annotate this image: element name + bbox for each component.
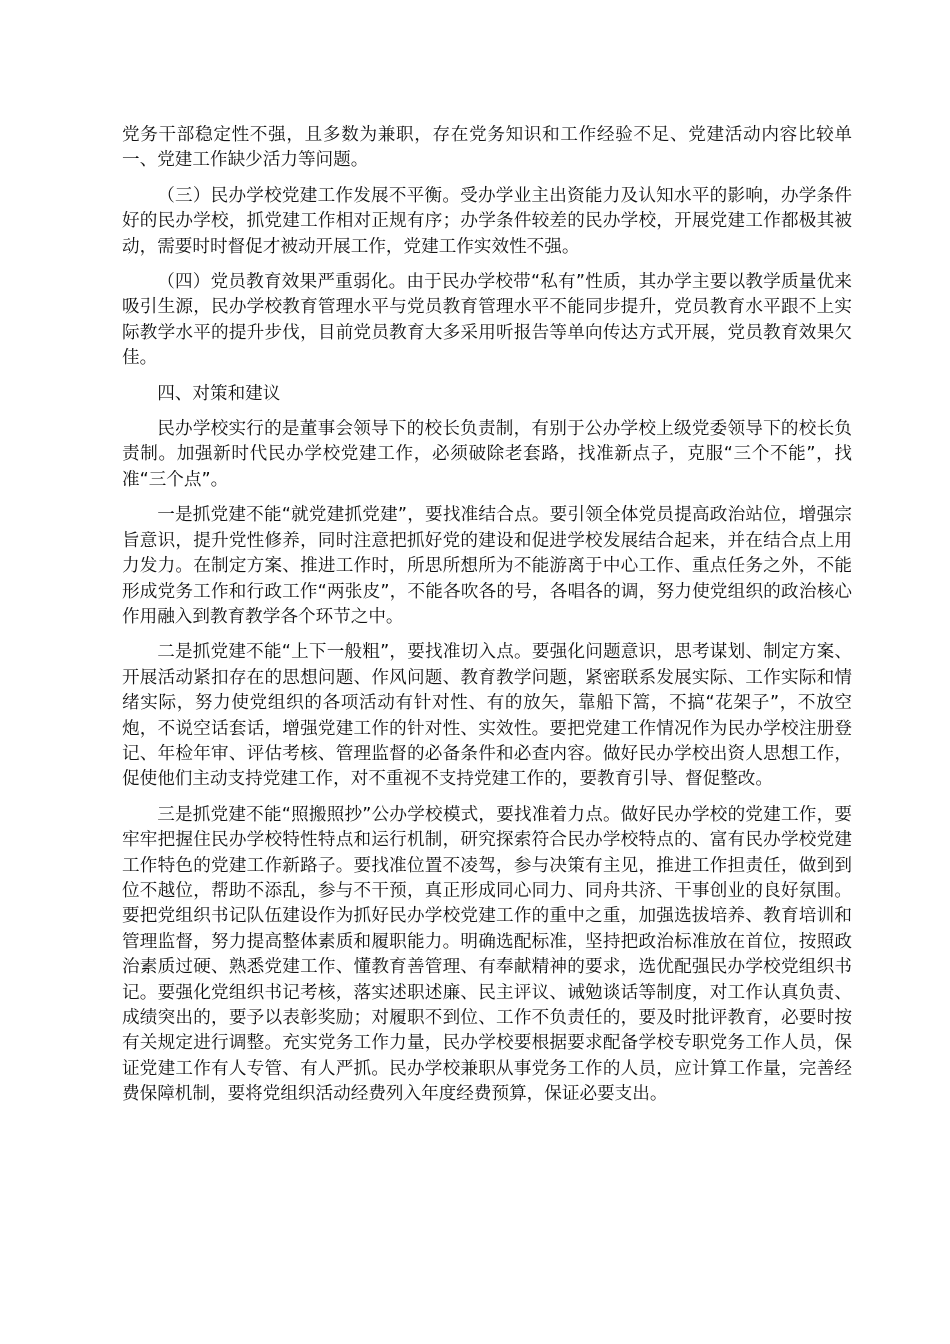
paragraph-section-three: （三）民办学校党建工作发展不平衡。受办学业主出资能力及认知水平的影响，办学条件好的民办学校，抓党建工作相对正规有序；办学条件较差的民办学校，开展党建工作都极其被动，需要时时督促才被动开展工作，党建工作实效性不强。: [122, 185, 852, 257]
paragraph-intro: 民办学校实行的是董事会领导下的校长负责制，有别于公办学校上级党委领导下的校长负责制。加强新时代民办学校党建工作，必须破除老套路，找准新点子，克服“三个不能”，找准“三个点”。: [122, 419, 852, 490]
paragraph-point-one: 一是抓党建不能“就党建抓党建”，要找准结合点。要引领全体党员提高政治站位，增强宗旨意识，提升党性修养，同时注意把抓好党的建设和促进学校发展结合起来，并在结合点上用力发力。在制定方案、推进工作时，所思所想所为不能游离于中心工作、重点任务之外，不能形成党务工作和行政工作“两张皮”，不能各吹各的号，各唱各的调，努力使党组织的政治核心作用融入到教育教学各个环节之中。: [122, 505, 852, 627]
document-page: [122, 123, 852, 1118]
paragraph-section-four: （四）党员教育效果严重弱化。由于民办学校带“私有”性质，其办学主要以教学质量优来吸引生源，民办学校教育管理水平与党员教育管理水平不能同步提升，党员教育水平跟不上实际教学水平的提升步伐，目前党员教育大多采用听报告等单向传达方式开展，党员教育效果欠佳。: [122, 272, 852, 369]
section-heading-countermeasures: 四、对策和建议: [157, 383, 281, 404]
paragraph-point-three: 三是抓党建不能“照搬照抄”公办学校模式，要找准着力点。做好民办学校的党建工作，要牢牢把握住民办学校特性特点和运行机制，研究探索符合民办学校特点的、富有民办学校党建工作特色的党建工作新路子。要找准位置不凌驾，参与决策有主见，推进工作担责任，做到到位不越位，帮助不添乱，参与不干预，真正形成同心同力、同舟共济、干事创业的良好氛围。要把党组织书记队伍建设作为抓好民办学校党建工作的重中之重，加强选拔培养、教育培训和管理监督，努力提高整体素质和履职能力。明确选配标准，坚持把政治标准放在首位，按照政治素质过硬、熟悉党建工作、懂教育善管理、有奉献精神的要求，选优配强民办学校党组织书记。要强化党组织书记考核，落实述职述廉、民主评议、诫勉谈话等制度，对工作认真负责、成绩突出的，要予以表彰奖励；对履职不到位、工作不负责任的，要及时批评教育，必要时按有关规定进行调整。充实党务工作力量，民办学校要根据要求配备学校专职党务工作人员，保证党建工作有人专管、有人严抓。民办学校兼职从事党务工作的人员，应计算工作量，完善经费保障机制，要将党组织活动经费列入年度经费预算，保证必要支出。: [122, 804, 852, 1105]
paragraph-point-two: 二是抓党建不能“上下一般粗”，要找准切入点。要强化问题意识，思考谋划、制定方案、开展活动紧扣存在的思想问题、作风问题、教育教学问题，紧密联系发展实际、工作实际和情绪实际，努力使党组织的各项活动有针对性、有的放矢，靠船下篙，不搞“花架子”，不放空炮，不说空话套话，增强党建工作的针对性、实效性。要把党建工作情况作为民办学校注册登记、年检年审、评估考核、管理监督的必备条件和必查内容。做好民办学校出资人思想工作，促使他们主动支持党建工作，对不重视不支持党建工作的，要教育引导、督促整改。: [122, 642, 852, 790]
paragraph-continuation: 党务干部稳定性不强，且多数为兼职，存在党务知识和工作经验不足、党建活动内容比较单一、党建工作缺少活力等问题。: [122, 125, 852, 171]
